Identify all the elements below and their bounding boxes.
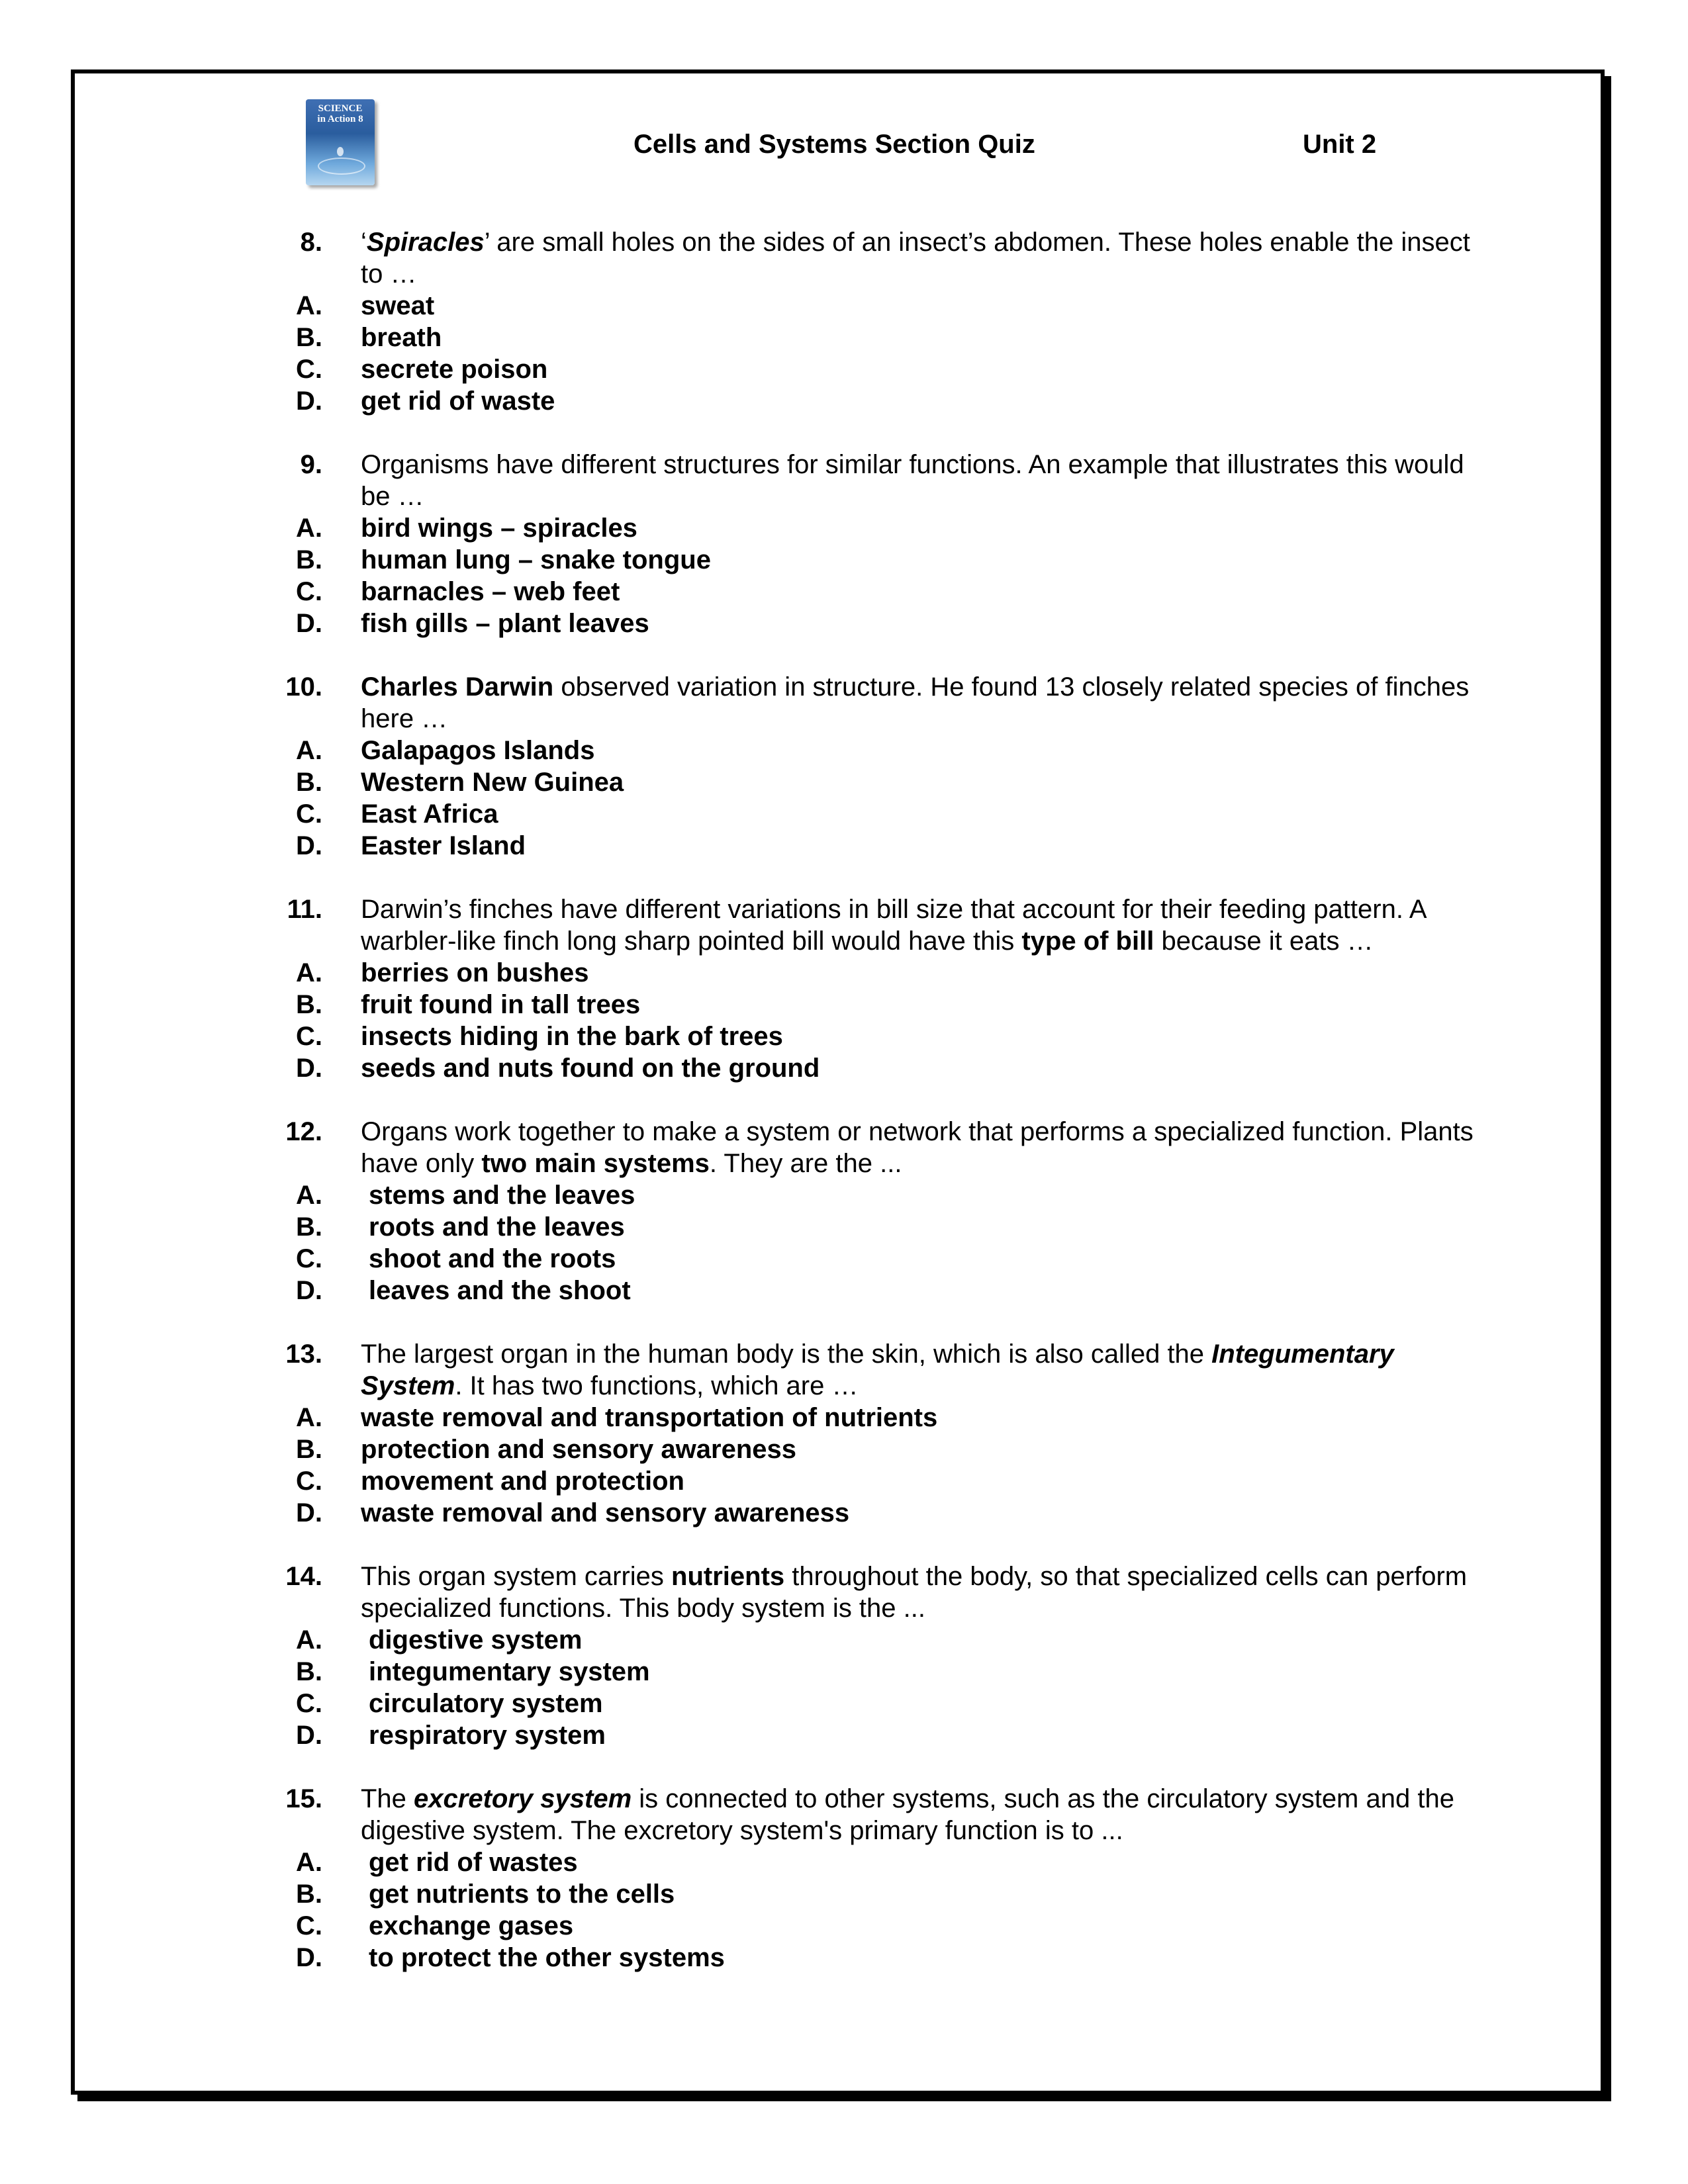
answer-option[interactable]: D. Easter Island	[296, 831, 526, 860]
question-13	[238, 1338, 1496, 1529]
logo-text	[306, 103, 375, 124]
question-stem: Organs work together to make a system or network that performs a specialized function. Plants have only two main systems. They are the ...	[361, 1117, 1474, 1178]
question-number: 9.	[300, 450, 322, 479]
question-stem: ‘Spiracles’ are small holes on the sides of an insect’s abdomen. These holes enable the insect to …	[361, 228, 1470, 289]
question-11	[238, 893, 1496, 1084]
answer-option[interactable]: B. integumentary system	[296, 1657, 650, 1686]
answer-option[interactable]: D. respiratory system	[296, 1721, 606, 1750]
answer-option[interactable]: A. sweat	[296, 291, 435, 320]
answer-option[interactable]: C. insects hiding in the bark of trees	[296, 1022, 783, 1051]
answer-option[interactable]: C. movement and protection	[296, 1467, 684, 1496]
answer-option[interactable]: C. shoot and the roots	[296, 1244, 616, 1273]
answer-option[interactable]: B. Western New Guinea	[296, 768, 624, 797]
answer-option[interactable]: A. bird wings – spiracles	[296, 514, 637, 543]
logo-text-line2: in Action 8	[317, 114, 363, 124]
question-number: 14.	[285, 1562, 322, 1591]
science-in-action-logo	[306, 99, 375, 185]
answer-option[interactable]: A. waste removal and transportation of nutrients	[296, 1403, 938, 1432]
answer-option[interactable]: A. berries on bushes	[296, 958, 589, 987]
question-stem: This organ system carries nutrients throughout the body, so that specialized cells can perform specialized functions. This body system is the ...	[361, 1562, 1468, 1623]
answer-option[interactable]: B. roots and the leaves	[296, 1212, 625, 1242]
question-8	[238, 226, 1496, 417]
answer-option[interactable]: B. protection and sensory awareness	[296, 1435, 797, 1464]
answer-option[interactable]: C. exchange gases	[296, 1911, 574, 1940]
answer-option[interactable]: A. digestive system	[296, 1625, 583, 1655]
answer-option[interactable]: B. fruit found in tall trees	[296, 990, 641, 1019]
water-ripple-icon	[318, 158, 365, 175]
question-stem: Charles Darwin observed variation in structure. He found 13 closely related species of finches here …	[361, 672, 1470, 733]
question-number: 11.	[287, 895, 322, 924]
answer-option[interactable]: C. barnacles – web feet	[296, 577, 620, 606]
answer-option[interactable]: D. to protect the other systems	[296, 1943, 725, 1972]
logo-text-line1: SCIENCE	[318, 103, 363, 114]
question-9	[238, 449, 1496, 639]
question-list	[238, 226, 1496, 2005]
question-number: 8.	[300, 228, 322, 257]
question-number: 12.	[285, 1117, 322, 1146]
question-number: 13.	[285, 1340, 322, 1369]
question-number: 15.	[285, 1784, 322, 1813]
answer-option[interactable]: D. seeds and nuts found on the ground	[296, 1054, 820, 1083]
question-stem: Darwin’s finches have different variations in bill size that account for their feeding pattern. A warbler-like finch long sharp pointed bill would have this type of bill because it eats …	[361, 895, 1426, 956]
question-14	[238, 1561, 1496, 1751]
answer-option[interactable]: A. get rid of wastes	[296, 1848, 578, 1877]
answer-option[interactable]: D. leaves and the shoot	[296, 1276, 631, 1305]
answer-option[interactable]: D. waste removal and sensory awareness	[296, 1498, 850, 1527]
question-stem: Organisms have different structures for similar functions. An example that illustrates this would be …	[361, 450, 1464, 511]
question-12	[238, 1116, 1496, 1306]
water-drop-icon	[337, 147, 344, 156]
answer-option[interactable]: B. breath	[296, 323, 442, 352]
question-10	[238, 671, 1496, 862]
answer-option[interactable]: C. secrete poison	[296, 355, 548, 384]
answer-option[interactable]: B. human lung – snake tongue	[296, 545, 711, 574]
question-stem: The excretory system is connected to other systems, such as the circulatory system and the digestive system. The excretory system's primary function is to ...	[361, 1784, 1454, 1845]
answer-option[interactable]: A. Galapagos Islands	[296, 736, 595, 765]
question-number: 10.	[285, 672, 322, 702]
unit-label: Unit 2	[1303, 130, 1377, 159]
answer-option[interactable]: A. stems and the leaves	[296, 1181, 635, 1210]
answer-option[interactable]: D. fish gills – plant leaves	[296, 609, 649, 638]
answer-option[interactable]: C. East Africa	[296, 799, 498, 829]
quiz-title: Cells and Systems Section Quiz	[633, 130, 1035, 159]
answer-option[interactable]: C. circulatory system	[296, 1689, 603, 1718]
question-15	[238, 1783, 1496, 1974]
answer-option[interactable]: D. get rid of waste	[296, 387, 555, 416]
answer-option[interactable]: B. get nutrients to the cells	[296, 1880, 675, 1909]
question-stem: The largest organ in the human body is the skin, which is also called the Integumentary System. It has two functions, which are …	[361, 1340, 1394, 1400]
